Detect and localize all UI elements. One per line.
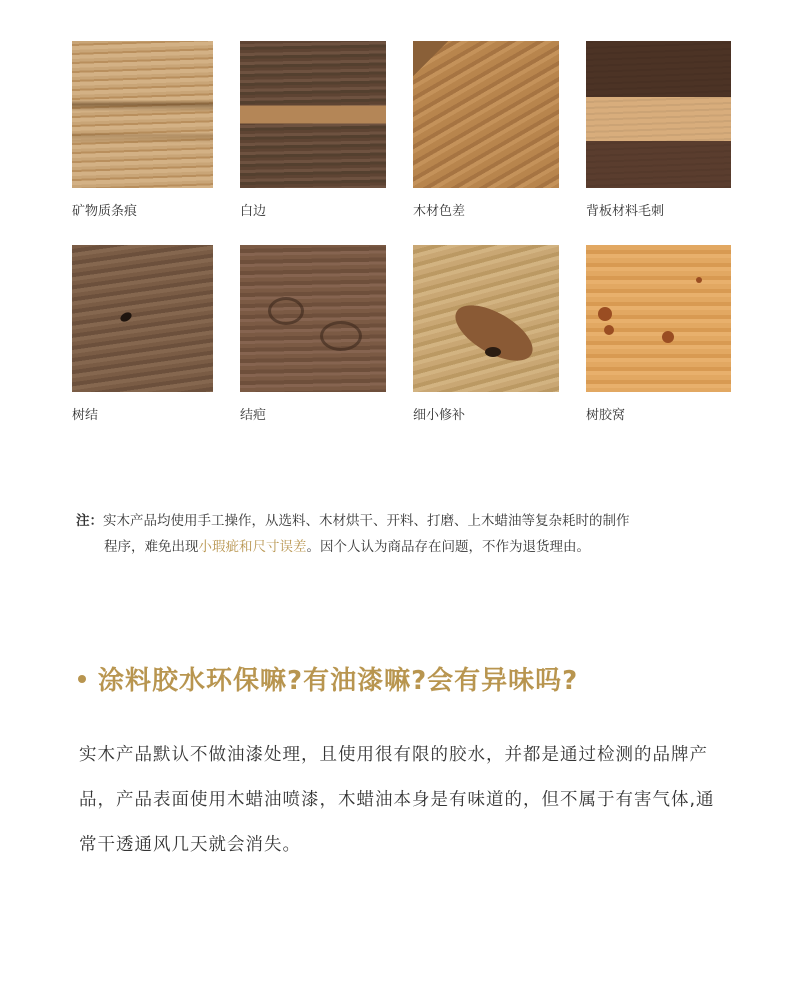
defect-label: 白边 (240, 204, 267, 219)
defect-item (413, 41, 559, 245)
disclaimer-note (76, 508, 736, 560)
wood-sample-image (413, 41, 559, 188)
note-text: 程序，难免出现 (104, 539, 199, 555)
bullet-dot-icon (78, 675, 86, 683)
note-line-1 (76, 508, 736, 534)
note-lead: 注： (76, 513, 103, 529)
wood-sample-image (586, 245, 731, 392)
note-text: 。因个人认为商品存在问题，不作为退货理由。 (306, 539, 590, 555)
defect-item (240, 41, 386, 245)
defect-item (72, 41, 213, 245)
defect-label: 矿物质条痕 (72, 204, 138, 219)
knot-mark (268, 297, 304, 325)
knot-mark (119, 311, 133, 324)
faq-question (78, 660, 578, 697)
defect-item (586, 245, 731, 449)
note-text: 实木产品均使用手工操作，从选料、木材烘干、开料、打磨、上木蜡油等复杂耗时的制作 (103, 513, 630, 529)
defect-item (413, 245, 559, 449)
defect-label: 木材色差 (413, 204, 466, 219)
defect-label: 背板材料毛刺 (586, 204, 665, 219)
wood-sample-image (586, 41, 731, 188)
question-title: 涂料胶水环保嘛?有油漆嘛?会有异味吗? (98, 666, 579, 696)
defect-label: 结疤 (240, 408, 267, 423)
wood-sample-image (413, 245, 559, 392)
knot-mark (485, 347, 501, 357)
note-line-2 (76, 534, 736, 560)
defect-item (72, 245, 213, 449)
wood-sample-image (72, 41, 213, 188)
defect-label: 树胶窝 (586, 408, 626, 423)
note-highlight: 小瑕疵和尺寸误差 (198, 539, 307, 555)
defect-item (240, 245, 386, 449)
faq-answer: 实木产品默认不做油漆处理，且使用很有限的胶水，并都是通过检测的品牌产品，产品表面使用木蜡油喷漆，木蜡油本身是有味道的，但不属于有害气体,通常干透通风几天就会消失。 (79, 745, 715, 855)
defect-gallery (72, 41, 731, 449)
knot-mark (447, 294, 541, 372)
knot-mark (320, 321, 362, 351)
knot-mark (696, 277, 702, 283)
knot-mark (662, 331, 674, 343)
wood-sample-image (240, 245, 386, 392)
defect-item (586, 41, 731, 245)
defect-label: 细小修补 (413, 408, 466, 423)
wood-sample-image (240, 41, 386, 188)
wood-sample-image (72, 245, 213, 392)
defect-label: 树结 (72, 408, 99, 423)
knot-mark (604, 325, 614, 335)
knot-mark (598, 307, 612, 321)
